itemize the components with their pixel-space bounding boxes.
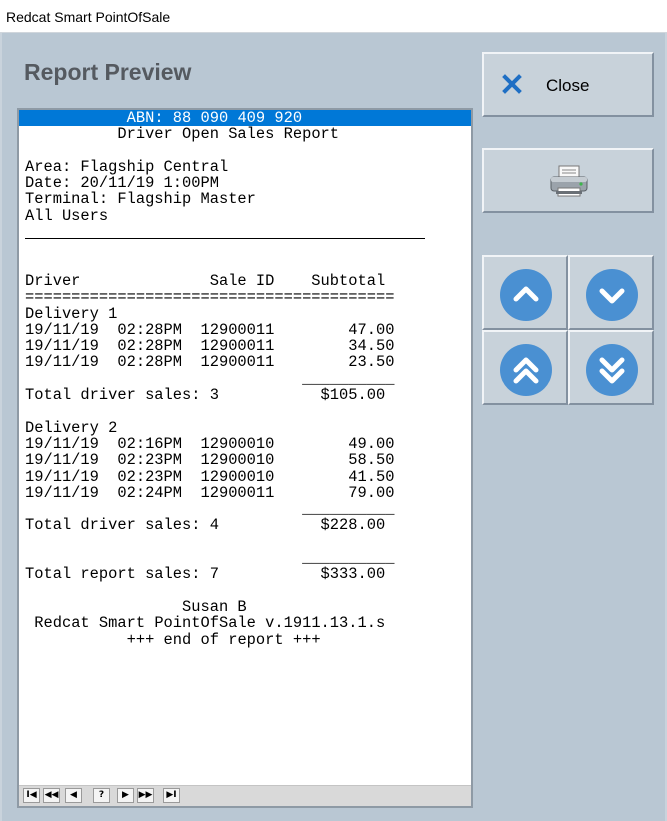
- next-page-button[interactable]: ▶▶: [137, 788, 154, 803]
- report-date: Date: 20/11/19 1:00PM: [25, 174, 219, 193]
- scroll-down-button[interactable]: [568, 255, 654, 330]
- sale-row: 19/11/19 02:16PM 12900010 49.00: [25, 434, 395, 453]
- double-chevron-up-icon: [500, 344, 552, 396]
- page-down-button[interactable]: [568, 330, 654, 405]
- report-terminal: Terminal: Flagship Master: [25, 190, 256, 209]
- last-page-button[interactable]: ▶I: [163, 788, 180, 803]
- report-total: Total report sales: 7 $333.00: [25, 565, 386, 584]
- page-navigator: [19, 785, 471, 806]
- close-x-icon: [500, 72, 524, 96]
- next-button[interactable]: ▶: [117, 788, 134, 803]
- sale-row: 19/11/19 02:23PM 12900010 41.50: [25, 467, 395, 486]
- group-total: Total driver sales: 3 $105.00: [25, 386, 386, 405]
- double-chevron-down-icon: [586, 344, 638, 396]
- chevron-up-icon: [500, 269, 552, 321]
- sale-row: 19/11/19 02:28PM 12900011 47.00: [25, 320, 395, 339]
- window-title: Redcat Smart PointOfSale: [6, 9, 171, 25]
- title-bar: [0, 0, 667, 33]
- chevron-down-icon: [586, 269, 638, 321]
- scroll-up-button[interactable]: [482, 255, 568, 330]
- page-down-circle: [586, 344, 638, 396]
- report-preview-panel[interactable]: [17, 108, 473, 808]
- previous-page-button[interactable]: ◀◀: [43, 788, 60, 803]
- sale-row: 19/11/19 02:28PM 12900011 34.50: [25, 337, 395, 356]
- group-name: Delivery 2: [25, 418, 118, 437]
- report-abn: ABN: 88 090 409 920: [126, 109, 303, 127]
- subtotal-rule: __________: [25, 369, 395, 388]
- group-name: Delivery 1: [25, 304, 118, 323]
- close-button[interactable]: [482, 52, 654, 117]
- sale-row: 19/11/19 02:23PM 12900010 58.50: [25, 451, 395, 470]
- report-divider: [25, 238, 425, 239]
- help-button[interactable]: ?: [93, 788, 110, 803]
- report-area: Area: Flagship Central: [25, 157, 229, 176]
- page-up-button[interactable]: [482, 330, 568, 405]
- report-title: Driver Open Sales Report: [117, 125, 340, 144]
- report-end: +++ end of report +++: [126, 630, 321, 649]
- print-button[interactable]: [482, 148, 654, 213]
- subtotal-rule: __________: [25, 549, 395, 568]
- close-label: Close: [546, 76, 590, 95]
- report-users: All Users: [25, 206, 109, 225]
- printer-icon: [548, 164, 590, 198]
- report-user: Susan B: [182, 597, 247, 616]
- page-title: Report Preview: [24, 59, 192, 85]
- page-up-circle: [500, 344, 552, 396]
- group-total: Total driver sales: 4 $228.00: [25, 516, 386, 535]
- sale-row: 19/11/19 02:28PM 12900011 23.50: [25, 353, 395, 372]
- scroll-down-circle: [586, 269, 638, 321]
- first-page-button[interactable]: I◀: [23, 788, 40, 803]
- previous-button[interactable]: ◀: [65, 788, 82, 803]
- report-column-headers: Driver Sale ID Subtotal: [25, 271, 386, 290]
- sale-row: 19/11/19 02:24PM 12900011 79.00: [25, 483, 395, 502]
- report-version: Redcat Smart PointOfSale v.1911.13.1.s: [34, 614, 386, 633]
- report-equals-rule: ========================================: [25, 288, 395, 307]
- report-text: [25, 110, 394, 648]
- main-window: [0, 33, 667, 821]
- scroll-up-circle: [500, 269, 552, 321]
- subtotal-rule: __________: [25, 500, 395, 519]
